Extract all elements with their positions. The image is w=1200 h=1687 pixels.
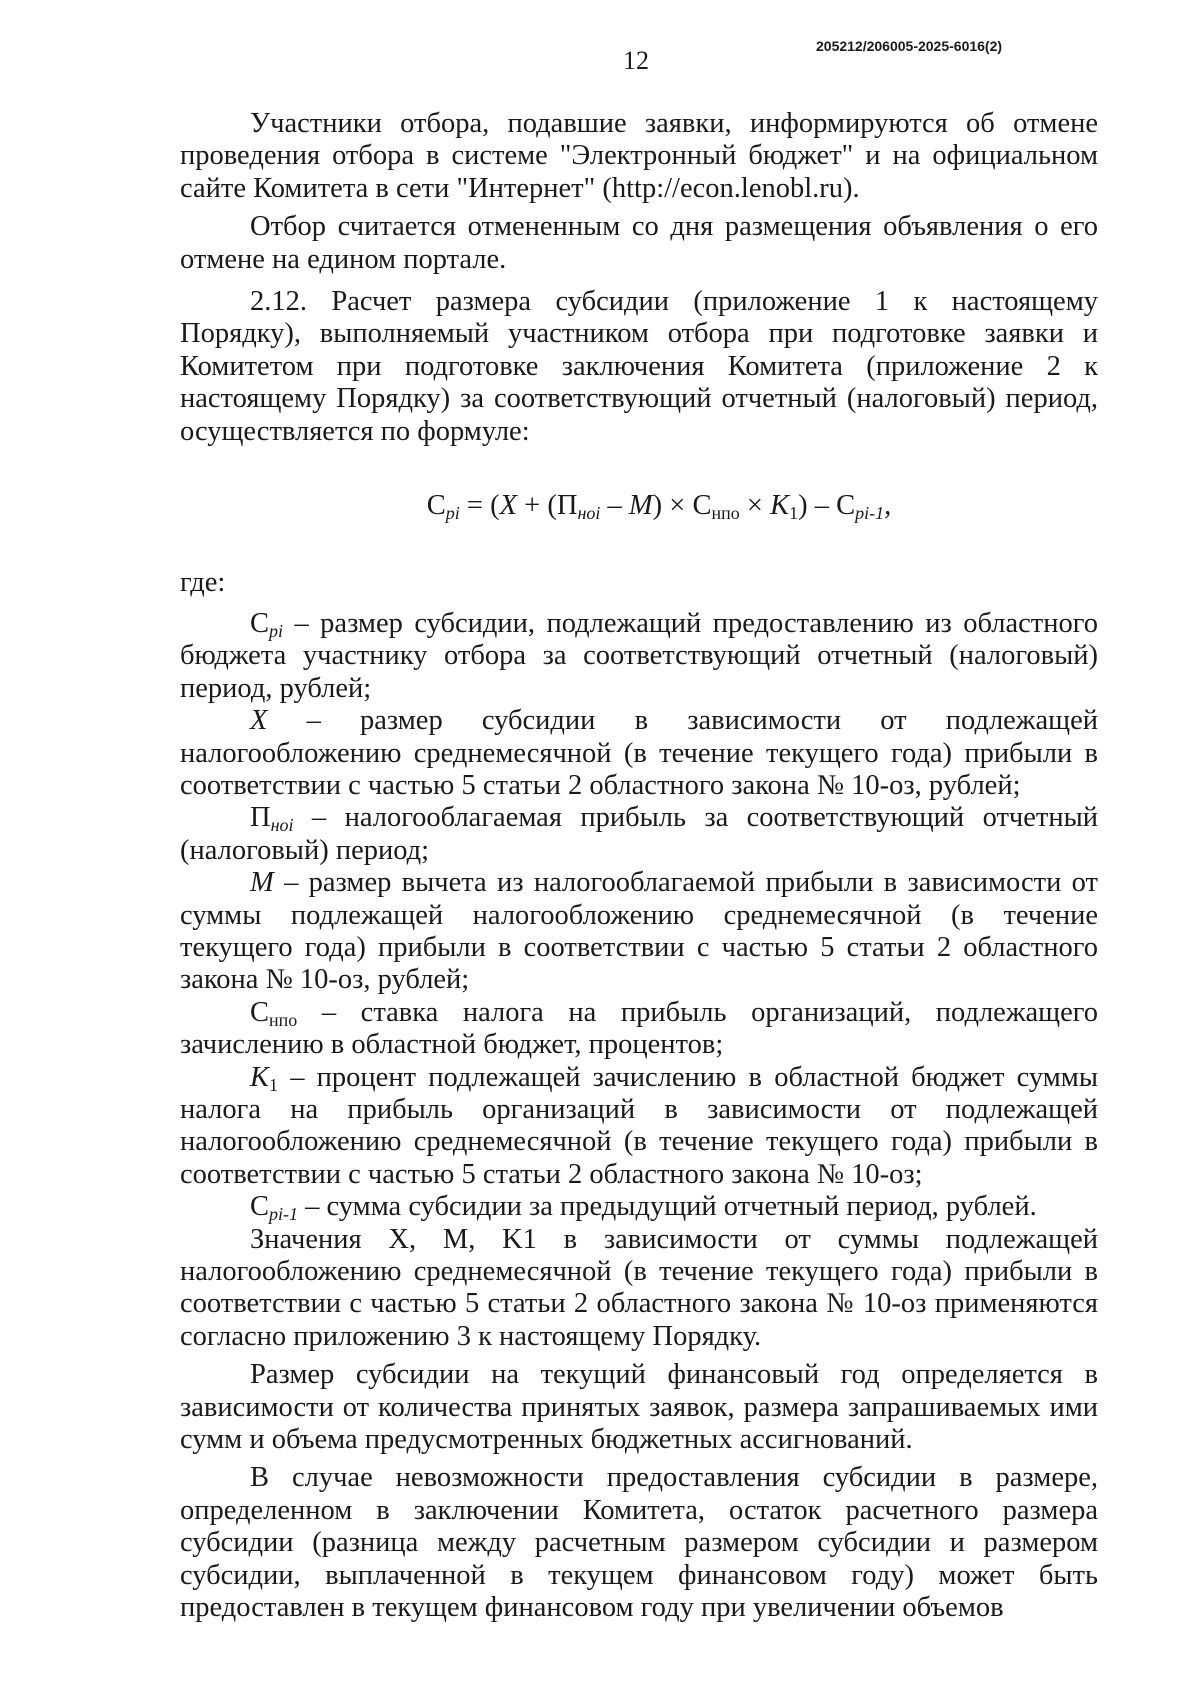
definition-previous-subsidy: $С_{pi-1}$ – сумма субсидии за предыдущий отчетный период, рублей. — [250, 1191, 1037, 1225]
where-label: где: — [180, 567, 226, 599]
paragraph-section-2-12: 2.12. Расчет размера субсидии (приложение 1 к настоящему Порядку), выполняемый участником отбора при подготовке заявки и Комитетом при подготовке заключения Комитета (приложение 2 к настоящему Порядку) за соответствующий отчетный (налоговый) период, осуществляется по формуле: — [180, 286, 1098, 447]
definition-x: X – размер субсидии в зависимости от подлежащей налогообложению среднемесячной (в течение текущего года) прибыли в соответствии с частью 5 статьи 2 областного закона № 10-оз, рублей; — [180, 705, 1098, 801]
paragraph-subsidy-size: Размер субсидии на текущий финансовый год определяется в зависимости от количества принятых заявок, размера запрашиваемых ими сумм и объема предусмотренных бюджетных ассигнований. — [180, 1359, 1098, 1456]
definition-m: M – размер вычета из налогооблагаемой прибыли в зависимости от суммы подлежащей налогообложению среднемесячной (в течение текущего года) прибыли в соответствии с частью 5 статьи 2 областного закона № 10-оз, рублей; — [180, 867, 1098, 996]
definition-k1: $K_1$ – процент подлежащей зачислению в областной бюджет суммы налога на прибыль организаций в зависимости от подлежащей налогообложению среднемесячной (в течение текущего года) прибыли в соответствии с частью 5 статьи 2 областного закона № 10-оз; — [180, 1061, 1098, 1190]
document-code: 205212/206005-2025-6016(2) — [816, 38, 1003, 54]
subsidy-formula: $С_{pi} = (X + (П_{нoi} - M) \times С_{нпо} \times K_1) - С_{pi-1}$, — [426, 490, 892, 524]
definition-tax-rate: $С_{нпо}$ – ставка налога на прибыль организаций, подлежащего зачислению в областной бюджет, процентов; — [180, 996, 1098, 1061]
page-number: 12 — [623, 46, 649, 75]
definition-taxable-profit: $П_{нoi}$ – налогооблагаемая прибыль за соответствующий отчетный (налоговый) период; — [180, 802, 1098, 866]
paragraph-impossibility-case: В случае невозможности предоставления субсидии в размере, определенном в заключении Комитета, остаток расчетного размера субсидии (разница между расчетным размером субсидии и размером субсидии, выплаченной в текущем финансовом году) может быть предоставлен в текущем финансовом году при увеличении объемов — [180, 1462, 1098, 1624]
paragraph-values: Значения X, M, K1 в зависимости от суммы подлежащей налогообложению среднемесячной (в течение текущего года) прибыли в соответствии с частью 5 статьи 2 областного закона № 10-оз применяются согласно приложению 3 к настоящему Порядку. — [180, 1223, 1098, 1352]
paragraph-selection-cancelled: Отбор считается отмененным со дня размещения объявления о его отмене на едином портале. — [180, 211, 1098, 275]
document-body — [180, 108, 1098, 1624]
paragraph-selection-cancel-notice: Участники отбора, подавшие заявки, информируются об отмене проведения отбора в системе "Электронный бюджет" и на официальном сайте Комитета в сети "Интернет" (http://econ.lenobl.ru). — [180, 108, 1098, 204]
definition-subsidy-size: $С_{pi}$ – размер субсидии, подлежащий предоставлению из областного бюджета участнику отбора за соответствующий отчетный (налоговый) период, рублей; — [180, 607, 1098, 704]
